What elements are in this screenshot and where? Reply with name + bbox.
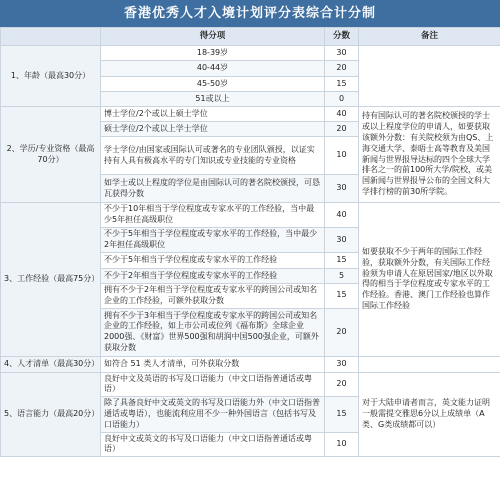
note-cell: 如要获取不少于两年的国际工作经验，获取额外分数，有关国际工作经验须为申请人在原居国家/地区以外取得的相当于学位程度或专家水平的工作经验。香港、澳门工作经验也算作国际工作经验 <box>359 203 500 357</box>
item-cell: 除了具备良好中文或英文的书写及口语能力外（中文口语指普通话或粤语），也能流利应用不少一种外国语言（包括书写及口语能力） <box>101 397 325 432</box>
table-row <box>1 107 500 122</box>
header-category <box>1 28 101 46</box>
note-cell: 对于大陆申请者而言，英文能力证明一般需提交雅思6分以上成绩单（A类、G类成绩都可以） <box>359 372 500 457</box>
item-cell: 拥有不少于3年相当于学位程度或专家水平的跨国公司或知名企业的工作经验，如上市公司或位列《福布斯》全球企业2000强、《财富》世界500强和胡润中国500强企业，可额外获取分数 <box>101 308 325 356</box>
header-note: 备注 <box>359 28 500 46</box>
item-cell: 40-44岁 <box>101 61 325 77</box>
header-row <box>1 28 500 46</box>
score-cell: 5 <box>325 269 359 284</box>
note-cell: 持有国际认可的著名院校颁授的学士或以上程度学位的申请人，如要获取该额外分数：有关院校须为由QS、上海交通大学、泰晤士高等教育及美国新闻与世界报导达标的四个全球大学排名之一的前100所大学/院校，或美国新闻与世界报导公布的全国文科大学排行榜的前30所学院。 <box>359 107 500 203</box>
item-cell: 不少于2年相当于学位程度或专家水平的工作经验 <box>101 269 325 284</box>
score-cell: 40 <box>325 107 359 122</box>
item-cell: 45-50岁 <box>101 77 325 92</box>
item-cell: 不少于10年相当于学位程度或专家水平的工作经验，当中最少5年担任高级职位 <box>101 203 325 228</box>
item-cell: 良好中文或英文的书写及口语能力（中文口语指普通话或粤语） <box>101 432 325 457</box>
category-cell: 1、年龄（最高30分） <box>1 46 101 107</box>
score-cell: 20 <box>325 372 359 397</box>
score-cell: 10 <box>325 432 359 457</box>
table-row <box>1 372 500 397</box>
table-row <box>1 46 500 61</box>
item-cell: 18-39岁 <box>101 46 325 61</box>
score-cell: 30 <box>325 175 359 203</box>
table-row <box>1 356 500 372</box>
score-cell: 20 <box>325 308 359 356</box>
item-cell: 如学士或以上程度的学位是由国际认可的著名院校颁授，可恳瓦获得分数 <box>101 175 325 203</box>
score-cell: 20 <box>325 61 359 77</box>
item-cell: 51或以上 <box>101 92 325 107</box>
score-cell: 15 <box>325 253 359 269</box>
category-cell: 5、语言能力（最高20分） <box>1 372 101 457</box>
item-cell: 博士学位/2个或以上硕士学位 <box>101 107 325 122</box>
score-cell: 30 <box>325 356 359 372</box>
item-cell: 拥有不少于2年相当于学位程度或专家水平的跨国公司或知名企业的工作经验，可额外获取分数 <box>101 284 325 309</box>
item-cell: 不少于5年相当于学位程度或专家水平的工作经验，当中最少2年担任高级职位 <box>101 228 325 253</box>
category-cell: 4、人才清单（最高30分） <box>1 356 101 372</box>
header-score: 分数 <box>325 28 359 46</box>
score-cell: 30 <box>325 46 359 61</box>
score-cell: 15 <box>325 397 359 432</box>
score-cell: 40 <box>325 203 359 228</box>
item-cell: 如符合 51 类人才清单，可外获取分数 <box>101 356 325 372</box>
item-cell: 硕士学位/2个或以上学士学位 <box>101 122 325 137</box>
category-cell: 3、工作经验（最高75分） <box>1 203 101 357</box>
item-cell: 不少于5年相当于学位程度或专家水平的工作经验 <box>101 253 325 269</box>
note-cell <box>359 356 500 372</box>
score-cell: 30 <box>325 228 359 253</box>
item-cell: 学士学位/由国家或国际认可或著名的专业团队颁授，以证实持有人具有极高水平的专门知识或专业技能的专业资格 <box>101 137 325 175</box>
note-cell <box>359 46 500 107</box>
category-cell: 2、学历/专业资格（最高70分） <box>1 107 101 203</box>
score-cell: 20 <box>325 122 359 137</box>
score-table <box>0 27 500 457</box>
item-cell: 良好中文及英语的书写及口语能力（中文口语指普通话或粤语） <box>101 372 325 397</box>
table-row <box>1 203 500 228</box>
page-title: 香港优秀人才入境计划评分表综合计分制 <box>0 0 500 27</box>
header-item: 得分项 <box>101 28 325 46</box>
score-cell: 0 <box>325 92 359 107</box>
score-cell: 10 <box>325 137 359 175</box>
score-cell: 15 <box>325 284 359 309</box>
score-cell: 15 <box>325 77 359 92</box>
